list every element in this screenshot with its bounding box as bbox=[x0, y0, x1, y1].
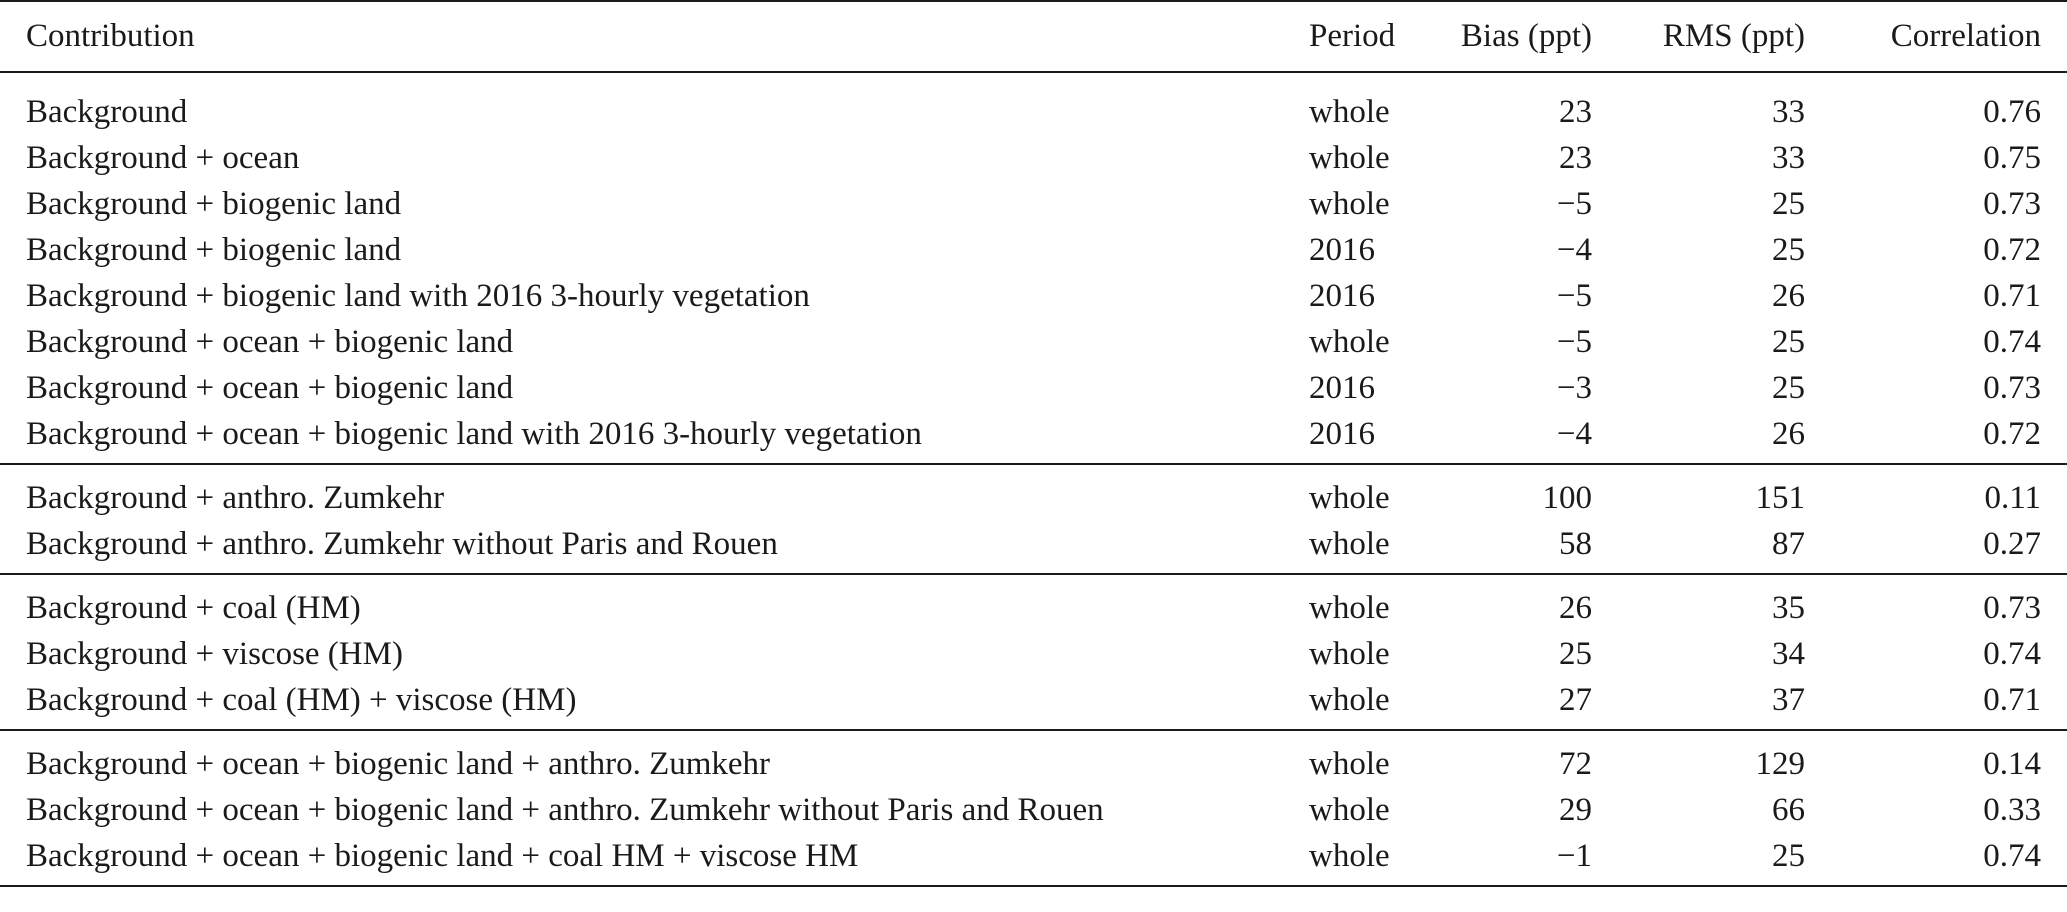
cell-rms: 25 bbox=[1617, 833, 1830, 886]
cell-bias: 29 bbox=[1559, 791, 1592, 828]
table-row bbox=[0, 411, 2067, 464]
cell-bias: 23 bbox=[1559, 93, 1592, 130]
cell-correlation: 0.72 bbox=[1983, 231, 2041, 268]
cell-contribution: Background bbox=[26, 93, 188, 130]
cell-period: whole bbox=[1309, 791, 1390, 828]
cell-rms: 26 bbox=[1617, 411, 1830, 464]
cell-rms: 37 bbox=[1617, 677, 1830, 730]
cell-rms: 25 bbox=[1772, 369, 1805, 406]
cell-period: whole bbox=[1287, 677, 1417, 730]
cell-contribution: Background + anthro. Zumkehr without Paris and Rouen bbox=[0, 521, 1287, 574]
cell-bias: 26 bbox=[1559, 589, 1592, 626]
cell-period: whole bbox=[1309, 185, 1390, 222]
cell-contribution: Background + ocean + biogenic land + anthro. Zumkehr bbox=[26, 745, 771, 782]
table-header-row bbox=[0, 1, 2067, 72]
table-row-group bbox=[0, 730, 2067, 886]
table-row bbox=[0, 521, 2067, 574]
table-row bbox=[0, 319, 2067, 365]
cell-period: whole bbox=[1309, 323, 1390, 360]
cell-rms: 66 bbox=[1772, 791, 1805, 828]
cell-bias: −5 bbox=[1556, 277, 1592, 314]
table-row-group bbox=[0, 464, 2067, 574]
cell-rms: 33 bbox=[1772, 93, 1805, 130]
header-bias: Bias (ppt) bbox=[1417, 1, 1617, 72]
cell-correlation: 0.73 bbox=[1983, 369, 2041, 406]
table-row bbox=[0, 677, 2067, 730]
cell-period: 2016 bbox=[1287, 411, 1417, 464]
table-row bbox=[0, 365, 2067, 411]
cell-contribution: Background + biogenic land bbox=[26, 185, 402, 222]
table-row bbox=[0, 833, 2067, 886]
cell-rms: 33 bbox=[1772, 139, 1805, 176]
cell-bias: −3 bbox=[1556, 369, 1592, 406]
table-row bbox=[0, 631, 2067, 677]
cell-rms: 87 bbox=[1617, 521, 1830, 574]
cell-contribution: Background + anthro. Zumkehr bbox=[26, 479, 445, 516]
header-correlation: Correlation bbox=[1830, 1, 2067, 72]
header-rms: RMS (ppt) bbox=[1617, 1, 1830, 72]
cell-bias: 23 bbox=[1559, 139, 1592, 176]
cell-bias: 100 bbox=[1542, 479, 1592, 516]
cell-contribution: Background + biogenic land bbox=[26, 231, 402, 268]
cell-bias: 72 bbox=[1559, 745, 1592, 782]
cell-correlation: 0.74 bbox=[1983, 635, 2041, 672]
table-row bbox=[0, 72, 2067, 135]
cell-rms: 25 bbox=[1772, 231, 1805, 268]
table-row-group bbox=[0, 72, 2067, 464]
cell-rms: 26 bbox=[1772, 277, 1805, 314]
cell-contribution: Background + biogenic land with 2016 3-hourly vegetation bbox=[26, 277, 810, 314]
cell-rms: 151 bbox=[1755, 479, 1805, 516]
cell-rms: 34 bbox=[1772, 635, 1805, 672]
table-row bbox=[0, 730, 2067, 787]
cell-period: whole bbox=[1309, 479, 1390, 516]
table-row-group bbox=[0, 574, 2067, 730]
cell-correlation: 0.11 bbox=[1984, 479, 2041, 516]
cell-contribution: Background + ocean + biogenic land + coal HM + viscose HM bbox=[0, 833, 1287, 886]
table-row bbox=[0, 273, 2067, 319]
cell-correlation: 0.71 bbox=[1983, 277, 2041, 314]
table-row bbox=[0, 181, 2067, 227]
cell-contribution: Background + ocean + biogenic land bbox=[26, 369, 514, 406]
cell-correlation: 0.75 bbox=[1983, 139, 2041, 176]
cell-correlation: 0.33 bbox=[1983, 791, 2041, 828]
cell-correlation: 0.14 bbox=[1983, 745, 2041, 782]
cell-bias: 25 bbox=[1559, 635, 1592, 672]
cell-bias: −5 bbox=[1556, 185, 1592, 222]
cell-bias: 58 bbox=[1417, 521, 1617, 574]
cell-contribution: Background + coal (HM) + viscose (HM) bbox=[0, 677, 1287, 730]
table-row bbox=[0, 787, 2067, 833]
table-row bbox=[0, 574, 2067, 631]
cell-period: whole bbox=[1309, 589, 1390, 626]
cell-correlation: 0.74 bbox=[1983, 323, 2041, 360]
cell-period: whole bbox=[1287, 521, 1417, 574]
cell-bias: −4 bbox=[1556, 231, 1592, 268]
cell-period: 2016 bbox=[1309, 231, 1375, 268]
header-period: Period bbox=[1287, 1, 1417, 72]
cell-bias: 27 bbox=[1417, 677, 1617, 730]
cell-period: whole bbox=[1309, 93, 1390, 130]
cell-contribution: Background + ocean + biogenic land bbox=[26, 323, 514, 360]
table-row bbox=[0, 135, 2067, 181]
cell-correlation: 0.27 bbox=[1830, 521, 2067, 574]
cell-period: whole bbox=[1287, 833, 1417, 886]
cell-correlation: 0.73 bbox=[1983, 589, 2041, 626]
cell-rms: 25 bbox=[1772, 323, 1805, 360]
cell-period: whole bbox=[1309, 745, 1390, 782]
cell-correlation: 0.74 bbox=[1830, 833, 2067, 886]
cell-correlation: 0.73 bbox=[1983, 185, 2041, 222]
cell-period: 2016 bbox=[1309, 369, 1375, 406]
cell-contribution: Background + ocean bbox=[26, 139, 300, 176]
cell-correlation: 0.72 bbox=[1830, 411, 2067, 464]
cell-bias: −1 bbox=[1417, 833, 1617, 886]
cell-bias: −5 bbox=[1556, 323, 1592, 360]
cell-contribution: Background + ocean + biogenic land with 2016 3-hourly vegetation bbox=[0, 411, 1287, 464]
cell-period: whole bbox=[1309, 635, 1390, 672]
table-row bbox=[0, 227, 2067, 273]
cell-contribution: Background + viscose (HM) bbox=[26, 635, 403, 672]
table-row bbox=[0, 464, 2067, 521]
cell-bias: −4 bbox=[1417, 411, 1617, 464]
cell-contribution: Background + ocean + biogenic land + anthro. Zumkehr without Paris and Rouen bbox=[26, 791, 1104, 828]
cell-period: 2016 bbox=[1309, 277, 1375, 314]
cell-correlation: 0.71 bbox=[1830, 677, 2067, 730]
cell-rms: 129 bbox=[1755, 745, 1805, 782]
cell-correlation: 0.76 bbox=[1983, 93, 2041, 130]
header-contribution: Contribution bbox=[0, 1, 1287, 72]
cell-rms: 25 bbox=[1772, 185, 1805, 222]
cell-rms: 35 bbox=[1772, 589, 1805, 626]
cell-period: whole bbox=[1309, 139, 1390, 176]
cell-contribution: Background + coal (HM) bbox=[26, 589, 361, 626]
